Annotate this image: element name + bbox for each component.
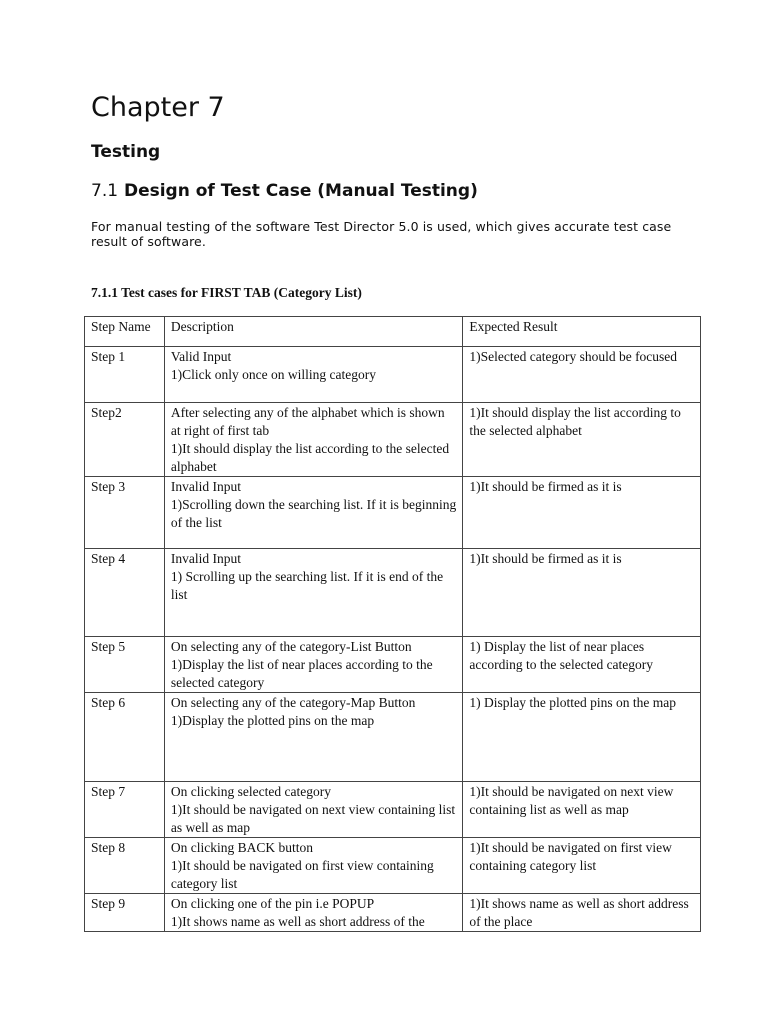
description-cell — [164, 403, 462, 477]
description-line: 1)Scrolling down the searching list. If it is beginning of the list — [170, 497, 457, 530]
description-line: 1)It shows name as well as short address of the — [170, 914, 425, 929]
description-line: Valid Input — [170, 349, 232, 364]
description-line: 1)It should display the list according to the selected alphabet — [170, 441, 450, 474]
step-cell: Step 4 — [85, 549, 165, 637]
expected-cell: 1)It should be navigated on first view containing category list — [463, 838, 701, 894]
description-line: On clicking BACK button — [170, 840, 314, 855]
description-cell — [164, 838, 462, 894]
description-line: On clicking one of the pin i.e POPUP — [170, 896, 375, 911]
subsection-heading — [91, 178, 478, 204]
description-line: Invalid Input — [170, 479, 242, 494]
step-cell: Step 7 — [85, 782, 165, 838]
chapter-title: Chapter 7 — [91, 92, 225, 123]
expected-cell: 1)It shows name as well as short address of the place — [463, 894, 701, 932]
description-line: 1)Display the plotted pins on the map — [170, 713, 375, 728]
subsection-number: 7.1 — [91, 181, 119, 201]
test-case-table — [84, 316, 701, 932]
table-row — [85, 477, 701, 549]
step-cell: Step2 — [85, 403, 165, 477]
description-cell — [164, 693, 462, 782]
column-header-description: Description — [164, 317, 462, 347]
table-heading: 7.1.1 Test cases for FIRST TAB (Category List) — [91, 285, 362, 300]
intro-paragraph: For manual testing of the software Test Director 5.0 is used, which gives accurate test case result of software. — [91, 219, 672, 249]
expected-cell: 1)It should be firmed as it is — [463, 549, 701, 637]
description-line: 1)It should be navigated on next view containing list as well as map — [170, 802, 456, 835]
description-cell — [164, 894, 462, 932]
description-line: 1)Display the list of near places according to the selected category — [170, 657, 433, 690]
expected-cell: 1)Selected category should be focused — [463, 347, 701, 403]
table-row — [85, 347, 701, 403]
description-cell — [164, 782, 462, 838]
expected-cell: 1)It should display the list according to the selected alphabet — [463, 403, 701, 477]
section-heading: Testing — [91, 142, 161, 162]
expected-cell: 1) Display the plotted pins on the map — [463, 693, 701, 782]
description-cell — [164, 347, 462, 403]
description-line: 1) Scrolling up the searching list. If it is end of the list — [170, 569, 444, 602]
expected-cell: 1)It should be firmed as it is — [463, 477, 701, 549]
table-row — [85, 782, 701, 838]
description-line: Invalid Input — [170, 551, 242, 566]
table-row — [85, 894, 701, 932]
table-header-row — [85, 317, 701, 347]
description-cell — [164, 477, 462, 549]
step-cell: Step 3 — [85, 477, 165, 549]
subsection-title: Design of Test Case (Manual Testing) — [123, 181, 478, 201]
table-row — [85, 637, 701, 693]
step-cell: Step 9 — [85, 894, 165, 932]
step-cell: Step 1 — [85, 347, 165, 403]
table-row — [85, 403, 701, 477]
description-cell — [164, 637, 462, 693]
table-row — [85, 693, 701, 782]
description-line: On selecting any of the category-List Button — [170, 639, 412, 654]
table-row — [85, 838, 701, 894]
description-line: 1)Click only once on willing category — [170, 367, 376, 382]
description-line: 1)It should be navigated on first view containing category list — [170, 858, 434, 891]
step-cell: Step 6 — [85, 693, 165, 782]
description-line: On selecting any of the category-Map Button — [170, 695, 416, 710]
description-line: On clicking selected category — [170, 784, 331, 799]
column-header-expected: Expected Result — [463, 317, 701, 347]
description-cell — [164, 549, 462, 637]
step-cell: Step 8 — [85, 838, 165, 894]
table-row — [85, 549, 701, 637]
description-line: After selecting any of the alphabet which is shown at right of first tab — [170, 405, 445, 438]
column-header-step: Step Name — [85, 317, 165, 347]
expected-cell: 1)It should be navigated on next view containing list as well as map — [463, 782, 701, 838]
expected-cell: 1) Display the list of near places according to the selected category — [463, 637, 701, 693]
step-cell: Step 5 — [85, 637, 165, 693]
